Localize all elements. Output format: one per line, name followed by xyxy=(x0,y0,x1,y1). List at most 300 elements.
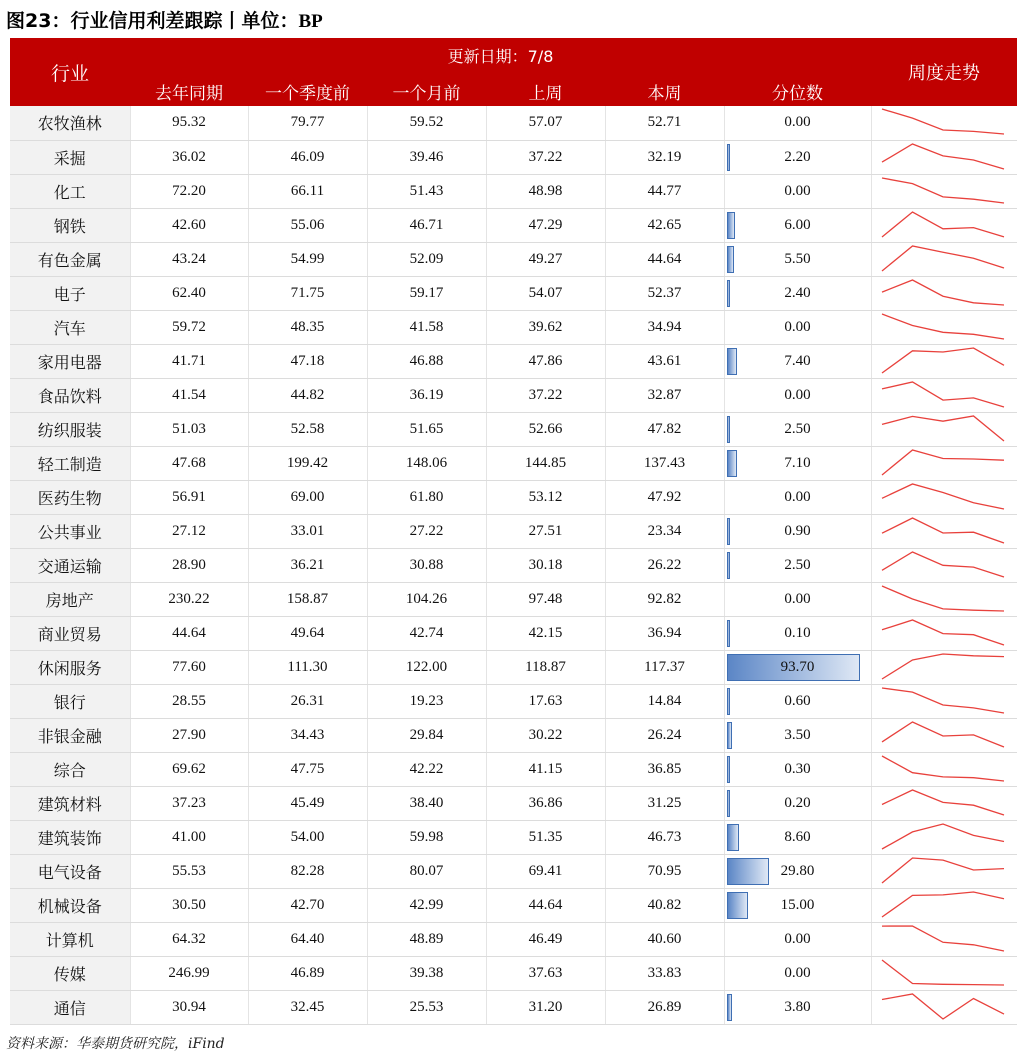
value-quarter-ago: 66.11 xyxy=(248,174,367,208)
percentile-value: 0.00 xyxy=(784,114,811,131)
table-row xyxy=(10,514,1017,548)
value-last-year: 30.50 xyxy=(130,888,248,922)
trend-sparkline xyxy=(872,753,1016,786)
value-month-ago: 30.88 xyxy=(367,548,486,582)
trend-sparkline xyxy=(872,923,1016,956)
value-last-year: 51.03 xyxy=(130,412,248,446)
value-quarter-ago: 69.00 xyxy=(248,480,367,514)
table-row xyxy=(10,582,1017,616)
trend-line xyxy=(882,892,1004,917)
percentile-value: 29.80 xyxy=(780,862,815,879)
percentile-value: 0.30 xyxy=(784,760,811,777)
weekly-trend-cell xyxy=(871,514,1017,548)
trend-line xyxy=(882,178,1004,203)
value-month-ago: 52.09 xyxy=(367,242,486,276)
value-last-year: 28.90 xyxy=(130,548,248,582)
percentile-value: 15.00 xyxy=(780,896,815,913)
value-this-week: 47.92 xyxy=(605,480,724,514)
value-this-week: 31.25 xyxy=(605,786,724,820)
weekly-trend-cell xyxy=(871,582,1017,616)
value-month-ago: 46.71 xyxy=(367,208,486,242)
trend-line xyxy=(882,654,1004,679)
weekly-trend-cell xyxy=(871,276,1017,310)
value-last-week: 97.48 xyxy=(486,582,605,616)
value-this-week: 26.89 xyxy=(605,990,724,1024)
value-this-week: 26.24 xyxy=(605,718,724,752)
percentile-cell xyxy=(724,888,871,922)
value-month-ago: 42.74 xyxy=(367,616,486,650)
value-last-year: 56.91 xyxy=(130,480,248,514)
value-this-week: 26.22 xyxy=(605,548,724,582)
figure-title-text: 图23：行业信用利差跟踪丨单位： xyxy=(6,10,299,32)
trend-line xyxy=(882,722,1004,747)
value-quarter-ago: 158.87 xyxy=(248,582,367,616)
table-row xyxy=(10,922,1017,956)
value-last-year: 69.62 xyxy=(130,752,248,786)
percentile-cell xyxy=(724,718,871,752)
value-last-year: 27.12 xyxy=(130,514,248,548)
value-this-week: 40.82 xyxy=(605,888,724,922)
industry-name: 电子 xyxy=(10,276,130,310)
trend-sparkline xyxy=(872,515,1016,548)
value-month-ago: 80.07 xyxy=(367,854,486,888)
industry-name: 有色金属 xyxy=(10,242,130,276)
industry-name: 化工 xyxy=(10,174,130,208)
value-last-week: 30.18 xyxy=(486,548,605,582)
industry-name: 家用电器 xyxy=(10,344,130,378)
table-row xyxy=(10,820,1017,854)
weekly-trend-cell xyxy=(871,752,1017,786)
value-last-week: 30.22 xyxy=(486,718,605,752)
value-quarter-ago: 48.35 xyxy=(248,310,367,344)
value-this-week: 52.71 xyxy=(605,106,724,140)
trend-line xyxy=(882,109,1004,134)
weekly-trend-cell xyxy=(871,718,1017,752)
industry-name: 房地产 xyxy=(10,582,130,616)
value-last-year: 230.22 xyxy=(130,582,248,616)
value-month-ago: 39.46 xyxy=(367,140,486,174)
percentile-value: 0.20 xyxy=(784,794,811,811)
table-row xyxy=(10,786,1017,820)
percentile-value: 5.50 xyxy=(784,250,811,267)
percentile-value: 3.80 xyxy=(784,998,811,1015)
value-quarter-ago: 111.30 xyxy=(248,650,367,684)
industry-name: 钢铁 xyxy=(10,208,130,242)
percentile-cell xyxy=(724,820,871,854)
value-this-week: 40.60 xyxy=(605,922,724,956)
percentile-value: 2.20 xyxy=(784,148,811,165)
trend-sparkline xyxy=(872,175,1016,208)
industry-name: 汽车 xyxy=(10,310,130,344)
value-month-ago: 42.22 xyxy=(367,752,486,786)
value-month-ago: 42.99 xyxy=(367,888,486,922)
weekly-trend-cell xyxy=(871,480,1017,514)
value-this-week: 47.82 xyxy=(605,412,724,446)
value-last-year: 37.23 xyxy=(130,786,248,820)
value-month-ago: 36.19 xyxy=(367,378,486,412)
value-last-year: 62.40 xyxy=(130,276,248,310)
percentile-value: 2.40 xyxy=(784,284,811,301)
trend-line xyxy=(882,586,1004,611)
value-this-week: 33.83 xyxy=(605,956,724,990)
table-row xyxy=(10,276,1017,310)
value-last-year: 72.20 xyxy=(130,174,248,208)
table-row xyxy=(10,106,1017,140)
value-quarter-ago: 54.00 xyxy=(248,820,367,854)
value-quarter-ago: 47.75 xyxy=(248,752,367,786)
value-quarter-ago: 52.58 xyxy=(248,412,367,446)
table-row xyxy=(10,752,1017,786)
industry-name: 纺织服装 xyxy=(10,412,130,446)
percentile-cell xyxy=(724,922,871,956)
industry-name: 银行 xyxy=(10,684,130,718)
industry-name: 公共事业 xyxy=(10,514,130,548)
trend-sparkline xyxy=(872,719,1016,752)
weekly-trend-cell xyxy=(871,956,1017,990)
industry-name: 休闲服务 xyxy=(10,650,130,684)
value-this-week: 32.87 xyxy=(605,378,724,412)
header-col-percentile: 分位数 xyxy=(724,72,871,106)
value-this-week: 92.82 xyxy=(605,582,724,616)
percentile-cell xyxy=(724,514,871,548)
value-month-ago: 38.40 xyxy=(367,786,486,820)
value-last-year: 41.54 xyxy=(130,378,248,412)
weekly-trend-cell xyxy=(871,242,1017,276)
weekly-trend-cell xyxy=(871,208,1017,242)
percentile-value: 2.50 xyxy=(784,420,811,437)
percentile-value: 2.50 xyxy=(784,556,811,573)
trend-line xyxy=(882,144,1004,169)
table-row xyxy=(10,548,1017,582)
industry-name: 采掘 xyxy=(10,140,130,174)
table-row xyxy=(10,208,1017,242)
trend-line xyxy=(882,824,1004,849)
trend-line xyxy=(882,620,1004,645)
trend-sparkline xyxy=(872,549,1016,582)
trend-sparkline xyxy=(872,583,1016,616)
header-col-last-week: 上周 xyxy=(486,72,605,106)
weekly-trend-cell xyxy=(871,786,1017,820)
trend-line xyxy=(882,858,1004,883)
trend-line xyxy=(882,348,1004,373)
percentile-cell xyxy=(724,956,871,990)
trend-line xyxy=(882,450,1004,475)
value-quarter-ago: 46.09 xyxy=(248,140,367,174)
trend-sparkline xyxy=(872,209,1016,242)
trend-sparkline xyxy=(872,447,1016,480)
percentile-value: 93.70 xyxy=(780,658,815,675)
trend-sparkline xyxy=(872,379,1016,412)
value-month-ago: 61.80 xyxy=(367,480,486,514)
value-last-week: 47.29 xyxy=(486,208,605,242)
source-note: 资料来源：华泰期货研究院，iFind xyxy=(6,1036,225,1052)
percentile-cell xyxy=(724,344,871,378)
industry-name: 食品饮料 xyxy=(10,378,130,412)
value-month-ago: 41.58 xyxy=(367,310,486,344)
value-last-year: 41.71 xyxy=(130,344,248,378)
trend-line xyxy=(882,314,1004,339)
percentile-value: 0.00 xyxy=(784,590,811,607)
percentile-cell xyxy=(724,378,871,412)
value-month-ago: 25.53 xyxy=(367,990,486,1024)
weekly-trend-cell xyxy=(871,412,1017,446)
percentile-value: 8.60 xyxy=(784,828,811,845)
value-month-ago: 48.89 xyxy=(367,922,486,956)
industry-name: 通信 xyxy=(10,990,130,1024)
percentile-value: 0.60 xyxy=(784,692,811,709)
value-this-week: 23.34 xyxy=(605,514,724,548)
trend-sparkline xyxy=(872,277,1016,310)
percentile-cell xyxy=(724,684,871,718)
trend-sparkline xyxy=(872,345,1016,378)
percentile-cell xyxy=(724,786,871,820)
value-quarter-ago: 34.43 xyxy=(248,718,367,752)
percentile-cell xyxy=(724,174,871,208)
value-last-year: 246.99 xyxy=(130,956,248,990)
trend-sparkline xyxy=(872,787,1016,820)
value-last-week: 52.66 xyxy=(486,412,605,446)
weekly-trend-cell xyxy=(871,310,1017,344)
weekly-trend-cell xyxy=(871,446,1017,480)
value-this-week: 32.19 xyxy=(605,140,724,174)
value-last-year: 43.24 xyxy=(130,242,248,276)
table-row xyxy=(10,888,1017,922)
value-quarter-ago: 46.89 xyxy=(248,956,367,990)
value-quarter-ago: 71.75 xyxy=(248,276,367,310)
trend-line xyxy=(882,416,1004,441)
value-last-week: 39.62 xyxy=(486,310,605,344)
industry-name: 医药生物 xyxy=(10,480,130,514)
trend-sparkline xyxy=(872,651,1016,684)
percentile-cell xyxy=(724,106,871,140)
weekly-trend-cell xyxy=(871,548,1017,582)
value-last-week: 37.22 xyxy=(486,140,605,174)
percentile-cell xyxy=(724,480,871,514)
value-quarter-ago: 55.06 xyxy=(248,208,367,242)
value-this-week: 44.64 xyxy=(605,242,724,276)
value-last-week: 57.07 xyxy=(486,106,605,140)
percentile-cell xyxy=(724,616,871,650)
value-month-ago: 59.98 xyxy=(367,820,486,854)
value-last-week: 54.07 xyxy=(486,276,605,310)
header-col-month-ago: 一个月前 xyxy=(367,72,486,106)
value-month-ago: 39.38 xyxy=(367,956,486,990)
value-quarter-ago: 44.82 xyxy=(248,378,367,412)
percentile-cell xyxy=(724,446,871,480)
trend-sparkline xyxy=(872,413,1016,446)
table-row xyxy=(10,718,1017,752)
value-quarter-ago: 33.01 xyxy=(248,514,367,548)
value-last-year: 47.68 xyxy=(130,446,248,480)
table-row xyxy=(10,310,1017,344)
industry-name: 电气设备 xyxy=(10,854,130,888)
trend-line xyxy=(882,484,1004,509)
percentile-value: 7.40 xyxy=(784,352,811,369)
value-last-year: 42.60 xyxy=(130,208,248,242)
value-last-week: 49.27 xyxy=(486,242,605,276)
trend-line xyxy=(882,382,1004,407)
industry-name: 商业贸易 xyxy=(10,616,130,650)
table-row xyxy=(10,344,1017,378)
trend-sparkline xyxy=(872,106,1016,139)
value-quarter-ago: 47.18 xyxy=(248,344,367,378)
value-last-year: 41.00 xyxy=(130,820,248,854)
weekly-trend-cell xyxy=(871,106,1017,140)
table-row xyxy=(10,140,1017,174)
header-col-quarter-ago: 一个季度前 xyxy=(248,72,367,106)
value-this-week: 34.94 xyxy=(605,310,724,344)
trend-sparkline xyxy=(872,821,1016,854)
percentile-value: 7.10 xyxy=(784,454,811,471)
value-quarter-ago: 79.77 xyxy=(248,106,367,140)
trend-sparkline xyxy=(872,855,1016,888)
value-this-week: 52.37 xyxy=(605,276,724,310)
percentile-cell xyxy=(724,548,871,582)
value-last-week: 44.64 xyxy=(486,888,605,922)
percentile-value: 0.00 xyxy=(784,488,811,505)
header-col-this-week: 本周 xyxy=(605,72,724,106)
value-this-week: 42.65 xyxy=(605,208,724,242)
weekly-trend-cell xyxy=(871,820,1017,854)
value-this-week: 43.61 xyxy=(605,344,724,378)
value-month-ago: 27.22 xyxy=(367,514,486,548)
table-row xyxy=(10,242,1017,276)
weekly-trend-cell xyxy=(871,922,1017,956)
value-last-year: 28.55 xyxy=(130,684,248,718)
trend-line xyxy=(882,212,1004,237)
trend-sparkline xyxy=(872,481,1016,514)
weekly-trend-cell xyxy=(871,378,1017,412)
percentile-cell xyxy=(724,582,871,616)
percentile-value: 6.00 xyxy=(784,216,811,233)
value-last-week: 41.15 xyxy=(486,752,605,786)
value-this-week: 14.84 xyxy=(605,684,724,718)
value-month-ago: 46.88 xyxy=(367,344,486,378)
header-row-columns xyxy=(10,72,1017,106)
value-last-week: 118.87 xyxy=(486,650,605,684)
value-last-week: 31.20 xyxy=(486,990,605,1024)
table-row xyxy=(10,854,1017,888)
value-month-ago: 59.17 xyxy=(367,276,486,310)
value-last-year: 27.90 xyxy=(130,718,248,752)
trend-sparkline xyxy=(872,991,1016,1024)
value-last-week: 69.41 xyxy=(486,854,605,888)
trend-sparkline xyxy=(872,243,1016,276)
header-update-date: 更新日期：7/8 xyxy=(130,38,871,72)
trend-line xyxy=(882,926,1004,951)
table-row xyxy=(10,174,1017,208)
value-quarter-ago: 42.70 xyxy=(248,888,367,922)
value-month-ago: 19.23 xyxy=(367,684,486,718)
value-month-ago: 51.43 xyxy=(367,174,486,208)
percentile-cell xyxy=(724,242,871,276)
trend-sparkline xyxy=(872,685,1016,718)
spread-tracking-table xyxy=(10,38,1017,1025)
value-quarter-ago: 199.42 xyxy=(248,446,367,480)
value-last-week: 48.98 xyxy=(486,174,605,208)
value-month-ago: 148.06 xyxy=(367,446,486,480)
percentile-value: 0.90 xyxy=(784,522,811,539)
table-row xyxy=(10,480,1017,514)
header-industry: 行业 xyxy=(10,38,130,106)
table-row xyxy=(10,650,1017,684)
percentile-value: 0.00 xyxy=(784,930,811,947)
value-this-week: 46.73 xyxy=(605,820,724,854)
value-last-week: 37.63 xyxy=(486,956,605,990)
percentile-cell xyxy=(724,140,871,174)
percentile-cell xyxy=(724,310,871,344)
value-month-ago: 59.52 xyxy=(367,106,486,140)
value-this-week: 137.43 xyxy=(605,446,724,480)
value-quarter-ago: 26.31 xyxy=(248,684,367,718)
value-this-week: 117.37 xyxy=(605,650,724,684)
weekly-trend-cell xyxy=(871,990,1017,1024)
value-last-week: 51.35 xyxy=(486,820,605,854)
weekly-trend-cell xyxy=(871,140,1017,174)
value-last-week: 47.86 xyxy=(486,344,605,378)
percentile-value: 0.10 xyxy=(784,624,811,641)
weekly-trend-cell xyxy=(871,650,1017,684)
value-last-week: 17.63 xyxy=(486,684,605,718)
value-quarter-ago: 64.40 xyxy=(248,922,367,956)
percentile-cell xyxy=(724,276,871,310)
header-weekly-trend: 周度走势 xyxy=(871,38,1017,106)
trend-sparkline xyxy=(872,889,1016,922)
weekly-trend-cell xyxy=(871,344,1017,378)
weekly-trend-cell xyxy=(871,684,1017,718)
trend-line xyxy=(882,756,1004,781)
value-month-ago: 51.65 xyxy=(367,412,486,446)
value-month-ago: 104.26 xyxy=(367,582,486,616)
value-last-year: 77.60 xyxy=(130,650,248,684)
header-row-top xyxy=(10,38,1017,72)
trend-line xyxy=(882,552,1004,577)
industry-name: 机械设备 xyxy=(10,888,130,922)
value-last-week: 144.85 xyxy=(486,446,605,480)
industry-name: 轻工制造 xyxy=(10,446,130,480)
table-row xyxy=(10,412,1017,446)
percentile-value: 0.00 xyxy=(784,318,811,335)
value-this-week: 36.85 xyxy=(605,752,724,786)
value-quarter-ago: 82.28 xyxy=(248,854,367,888)
figure-title xyxy=(6,6,323,33)
value-last-week: 27.51 xyxy=(486,514,605,548)
trend-line xyxy=(882,246,1004,271)
value-last-week: 37.22 xyxy=(486,378,605,412)
value-last-week: 42.15 xyxy=(486,616,605,650)
table-row xyxy=(10,446,1017,480)
value-quarter-ago: 36.21 xyxy=(248,548,367,582)
table-row xyxy=(10,378,1017,412)
industry-name: 非银金融 xyxy=(10,718,130,752)
weekly-trend-cell xyxy=(871,174,1017,208)
percentile-cell xyxy=(724,208,871,242)
value-quarter-ago: 32.45 xyxy=(248,990,367,1024)
figure-title-unit: BP xyxy=(298,11,323,32)
value-last-year: 30.94 xyxy=(130,990,248,1024)
table-body xyxy=(10,106,1017,1024)
percentile-value: 0.00 xyxy=(784,182,811,199)
percentile-value: 3.50 xyxy=(784,726,811,743)
trend-line xyxy=(882,280,1004,305)
table-row xyxy=(10,990,1017,1024)
value-this-week: 44.77 xyxy=(605,174,724,208)
value-quarter-ago: 45.49 xyxy=(248,786,367,820)
value-last-year: 44.64 xyxy=(130,616,248,650)
trend-sparkline xyxy=(872,617,1016,650)
header-col-last-year: 去年同期 xyxy=(130,72,248,106)
value-last-week: 36.86 xyxy=(486,786,605,820)
